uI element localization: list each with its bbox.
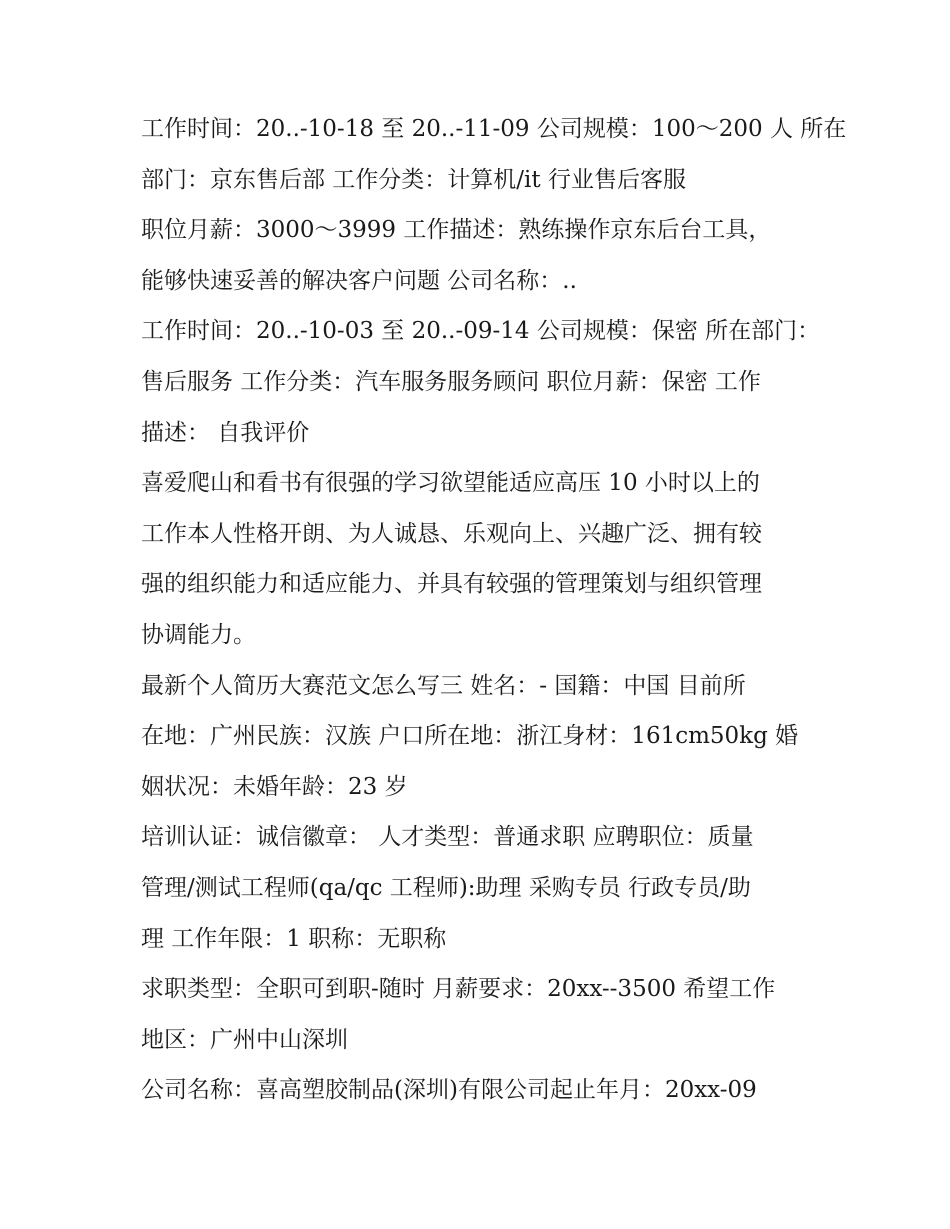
text-line-department-1: 部门：京东售后部 工作分类：计算机/it 行业售后客服 <box>141 166 686 193</box>
text-line-self-evaluation-2: 工作本人性格开朗、为人诚恳、乐观向上、兴趣广泛、拥有较 <box>141 520 762 547</box>
text-line-certification-1: 培训认证：诚信徽章： 人才类型：普通求职 应聘职位：质量 <box>141 824 754 851</box>
document-body <box>141 104 847 1116</box>
text-line-job-intent-2: 地区：广州中山深圳 <box>141 1026 348 1053</box>
text-line-self-evaluation-3: 强的组织能力和适应能力、并具有较强的管理策划与组织管理 <box>141 571 762 598</box>
text-line-personal-info-2: 姻状况：未婚年龄：23 岁 <box>141 773 408 800</box>
text-line-certification-3: 理 工作年限：1 职称：无职称 <box>141 925 447 952</box>
text-line-work-period-1: 工作时间：20..-10-18 至 20..-11-09 公司规模：100～200 人 所在 <box>141 116 847 142</box>
text-line-description-1: 能够快速妥善的解决客户问题 公司名称：.. <box>141 267 577 294</box>
text-line-self-evaluation-1: 喜爱爬山和看书有很强的学习欲望能适应高压 10 小时以上的 <box>141 470 760 497</box>
text-line-work-period-2: 工作时间：20..-10-03 至 20..-09-14 公司规模：保密 所在部门： <box>141 318 821 345</box>
text-line-department-2: 售后服务 工作分类：汽车服务服务顾问 职位月薪：保密 工作 <box>141 368 761 395</box>
text-line-job-intent-1: 求职类型：全职可到职-随时 月薪要求：20xx--3500 希望工作 <box>141 976 776 1003</box>
text-line-resume-title: 最新个人简历大赛范文怎么写三 姓名：- 国籍：中国 目前所 <box>141 672 746 699</box>
text-line-company-name: 公司名称：喜高塑胶制品(深圳)有限公司起止年月：20xx-09 <box>141 1077 757 1104</box>
text-line-personal-info-1: 在地：广州民族：汉族 户口所在地：浙江身材：161cm50kg 婚 <box>141 723 799 750</box>
text-line-salary-1: 职位月薪：3000～3999 工作描述：熟练操作京东后台工具， <box>141 217 772 244</box>
text-line-certification-2: 管理/测试工程师(qa/qc 工程师):助理 采购专员 行政专员/助 <box>141 874 751 901</box>
text-line-self-evaluation-4: 协调能力。 <box>141 621 256 648</box>
text-line-self-evaluation-heading: 描述： 自我评价 <box>141 419 310 446</box>
